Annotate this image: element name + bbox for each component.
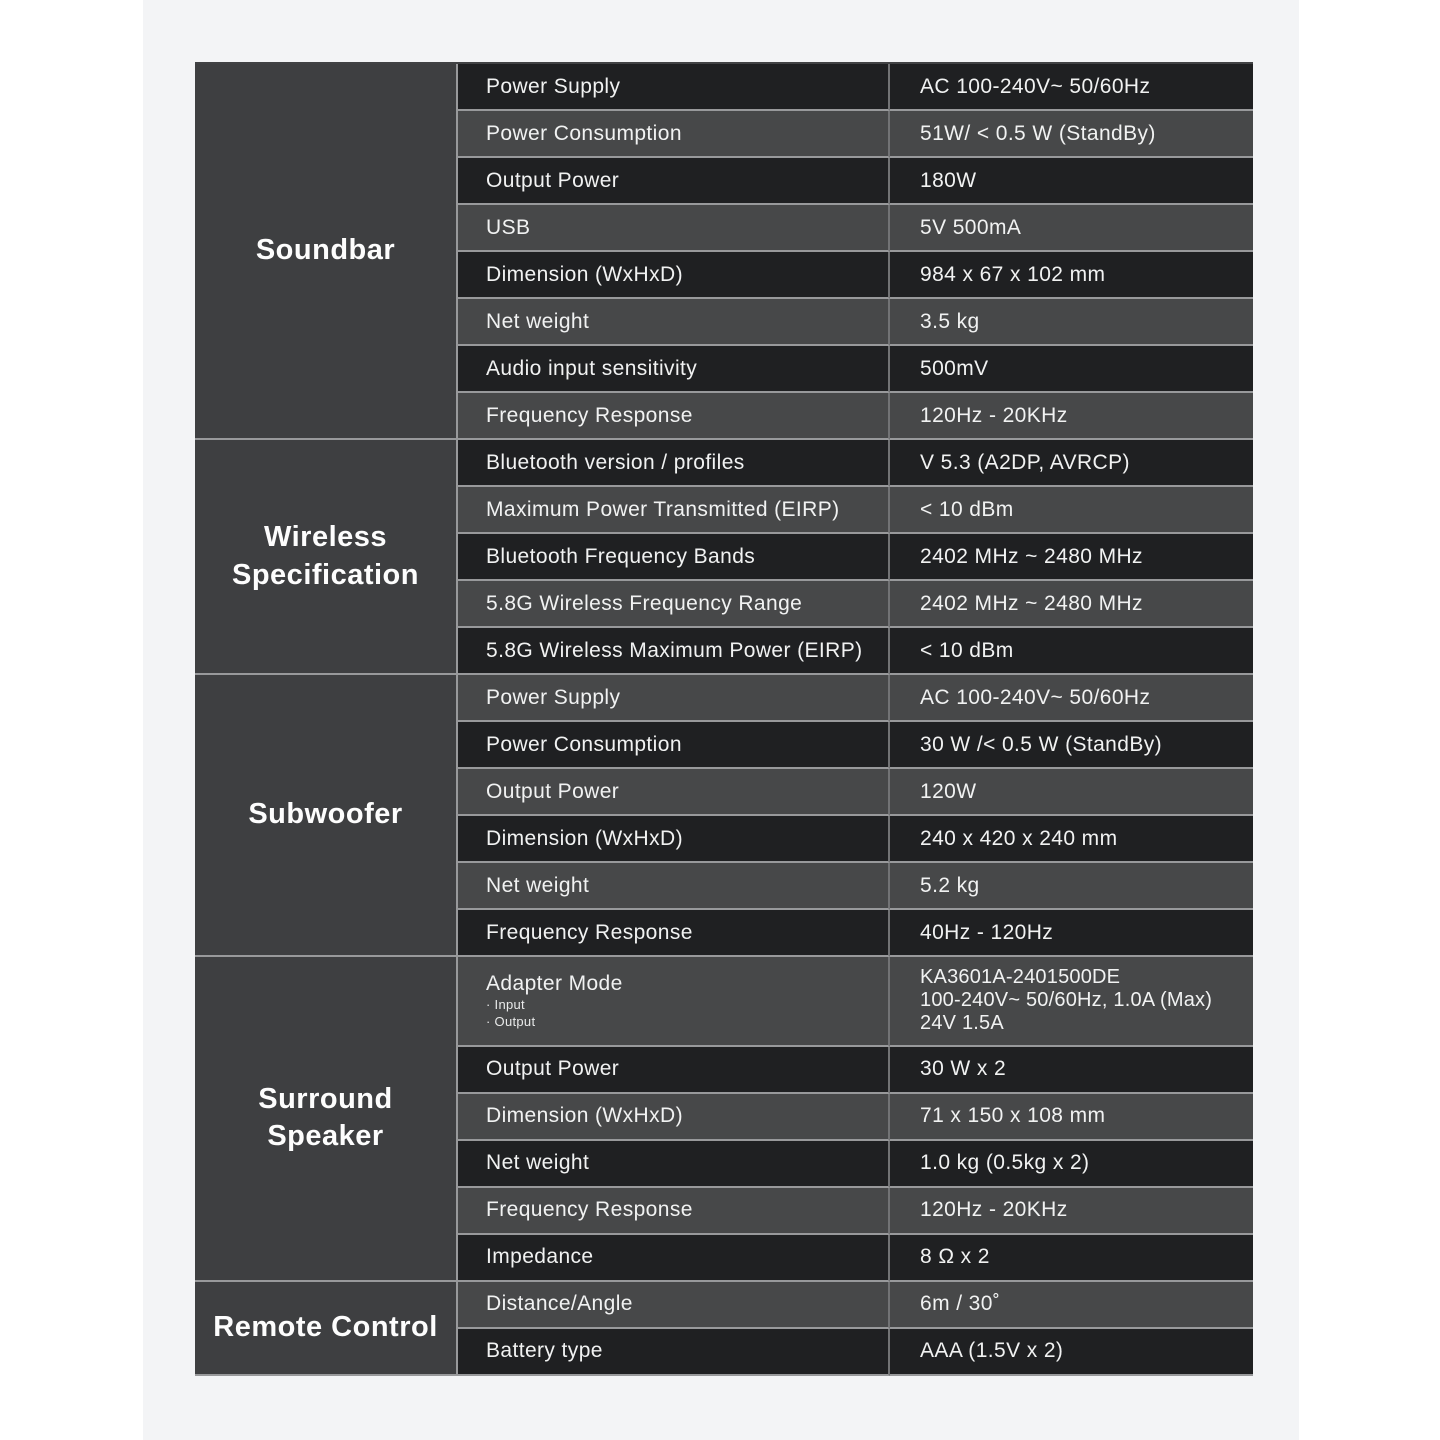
spec-value: 240 x 420 x 240 mm	[890, 816, 1253, 863]
spec-label: Net weight	[458, 1141, 890, 1188]
spec-value: < 10 dBm	[890, 628, 1253, 675]
adapter-input-sublabel: · Input	[486, 996, 525, 1012]
section-title-remote-control	[195, 1282, 458, 1376]
spec-value: 180W	[890, 158, 1253, 205]
spec-value-adapter-mode: KA3601A-2401500DE 100-240V~ 50/60Hz, 1.0A (Max) 24V 1.5A	[890, 957, 1253, 1047]
spec-label: Dimension (WxHxD)	[458, 252, 890, 299]
spec-label: Battery type	[458, 1329, 890, 1376]
spec-value: 120Hz - 20KHz	[890, 1188, 1253, 1235]
section-title-text: Soundbar	[255, 234, 396, 267]
spec-label: Bluetooth Frequency Bands	[458, 534, 890, 581]
adapter-output-sublabel: · Output	[486, 1014, 536, 1030]
spec-label: Dimension (WxHxD)	[458, 816, 890, 863]
spec-label: 5.8G Wireless Maximum Power (EIRP)	[458, 628, 890, 675]
section-title-text: Subwoofer	[248, 798, 403, 831]
spec-value: 2402 MHz ~ 2480 MHz	[890, 581, 1253, 628]
section-title-text: Surround	[258, 1083, 393, 1116]
spec-value: AAA (1.5V x 2)	[890, 1329, 1253, 1376]
spec-label: Audio input sensitivity	[458, 346, 890, 393]
spec-value: 500mV	[890, 346, 1253, 393]
spec-label: Bluetooth version / profiles	[458, 440, 890, 487]
spec-label: Power Consumption	[458, 111, 890, 158]
spec-value: < 10 dBm	[890, 487, 1253, 534]
section-title-surround-speaker	[195, 957, 458, 1282]
spec-value: 6m / 30˚	[890, 1282, 1253, 1329]
spec-label: USB	[458, 205, 890, 252]
spec-label: Power Consumption	[458, 722, 890, 769]
spec-label: Power Supply	[458, 64, 890, 111]
spec-label: Net weight	[458, 299, 890, 346]
spec-value: 51W/ < 0.5 W (StandBy)	[890, 111, 1253, 158]
spec-label: Impedance	[458, 1235, 890, 1282]
spec-label: Frequency Response	[458, 1188, 890, 1235]
spec-value: 8 Ω x 2	[890, 1235, 1253, 1282]
spec-value: 2402 MHz ~ 2480 MHz	[890, 534, 1253, 581]
spec-value: 120Hz - 20KHz	[890, 393, 1253, 440]
spec-value: 120W	[890, 769, 1253, 816]
spec-value: 984 x 67 x 102 mm	[890, 252, 1253, 299]
spec-label: Frequency Response	[458, 910, 890, 957]
section-title-wireless-specification	[195, 440, 458, 675]
section-title-text: Specification	[232, 558, 419, 591]
spec-value: AC 100-240V~ 50/60Hz	[890, 675, 1253, 722]
spec-label: Output Power	[458, 1047, 890, 1094]
spec-label: 5.8G Wireless Frequency Range	[458, 581, 890, 628]
spec-value: 5V 500mA	[890, 205, 1253, 252]
spec-value: 30 W /< 0.5 W (StandBy)	[890, 722, 1253, 769]
section-title-text: Wireless	[263, 521, 388, 554]
spec-label: Output Power	[458, 158, 890, 205]
section-title-soundbar	[195, 64, 458, 440]
spec-label: Power Supply	[458, 675, 890, 722]
spec-value: 30 W x 2	[890, 1047, 1253, 1094]
spec-value: 1.0 kg (0.5kg x 2)	[890, 1141, 1253, 1188]
spec-label: Dimension (WxHxD)	[458, 1094, 890, 1141]
spec-label-adapter-mode: Adapter Mode · Input · Output	[458, 957, 890, 1047]
spec-table	[195, 62, 1253, 1376]
spec-label: Net weight	[458, 863, 890, 910]
spec-value: 71 x 150 x 108 mm	[890, 1094, 1253, 1141]
spec-label: Frequency Response	[458, 393, 890, 440]
spec-label: Output Power	[458, 769, 890, 816]
spec-value: 40Hz - 120Hz	[890, 910, 1253, 957]
section-title-subwoofer	[195, 675, 458, 957]
spec-value: AC 100-240V~ 50/60Hz	[890, 64, 1253, 111]
spec-value: 3.5 kg	[890, 299, 1253, 346]
spec-label: Maximum Power Transmitted (EIRP)	[458, 487, 890, 534]
section-title-text: Remote Control	[213, 1311, 438, 1343]
spec-label: Distance/Angle	[458, 1282, 890, 1329]
spec-value: V 5.3 (A2DP, AVRCP)	[890, 440, 1253, 487]
section-title-text: Speaker	[267, 1120, 384, 1153]
spec-value: 5.2 kg	[890, 863, 1253, 910]
